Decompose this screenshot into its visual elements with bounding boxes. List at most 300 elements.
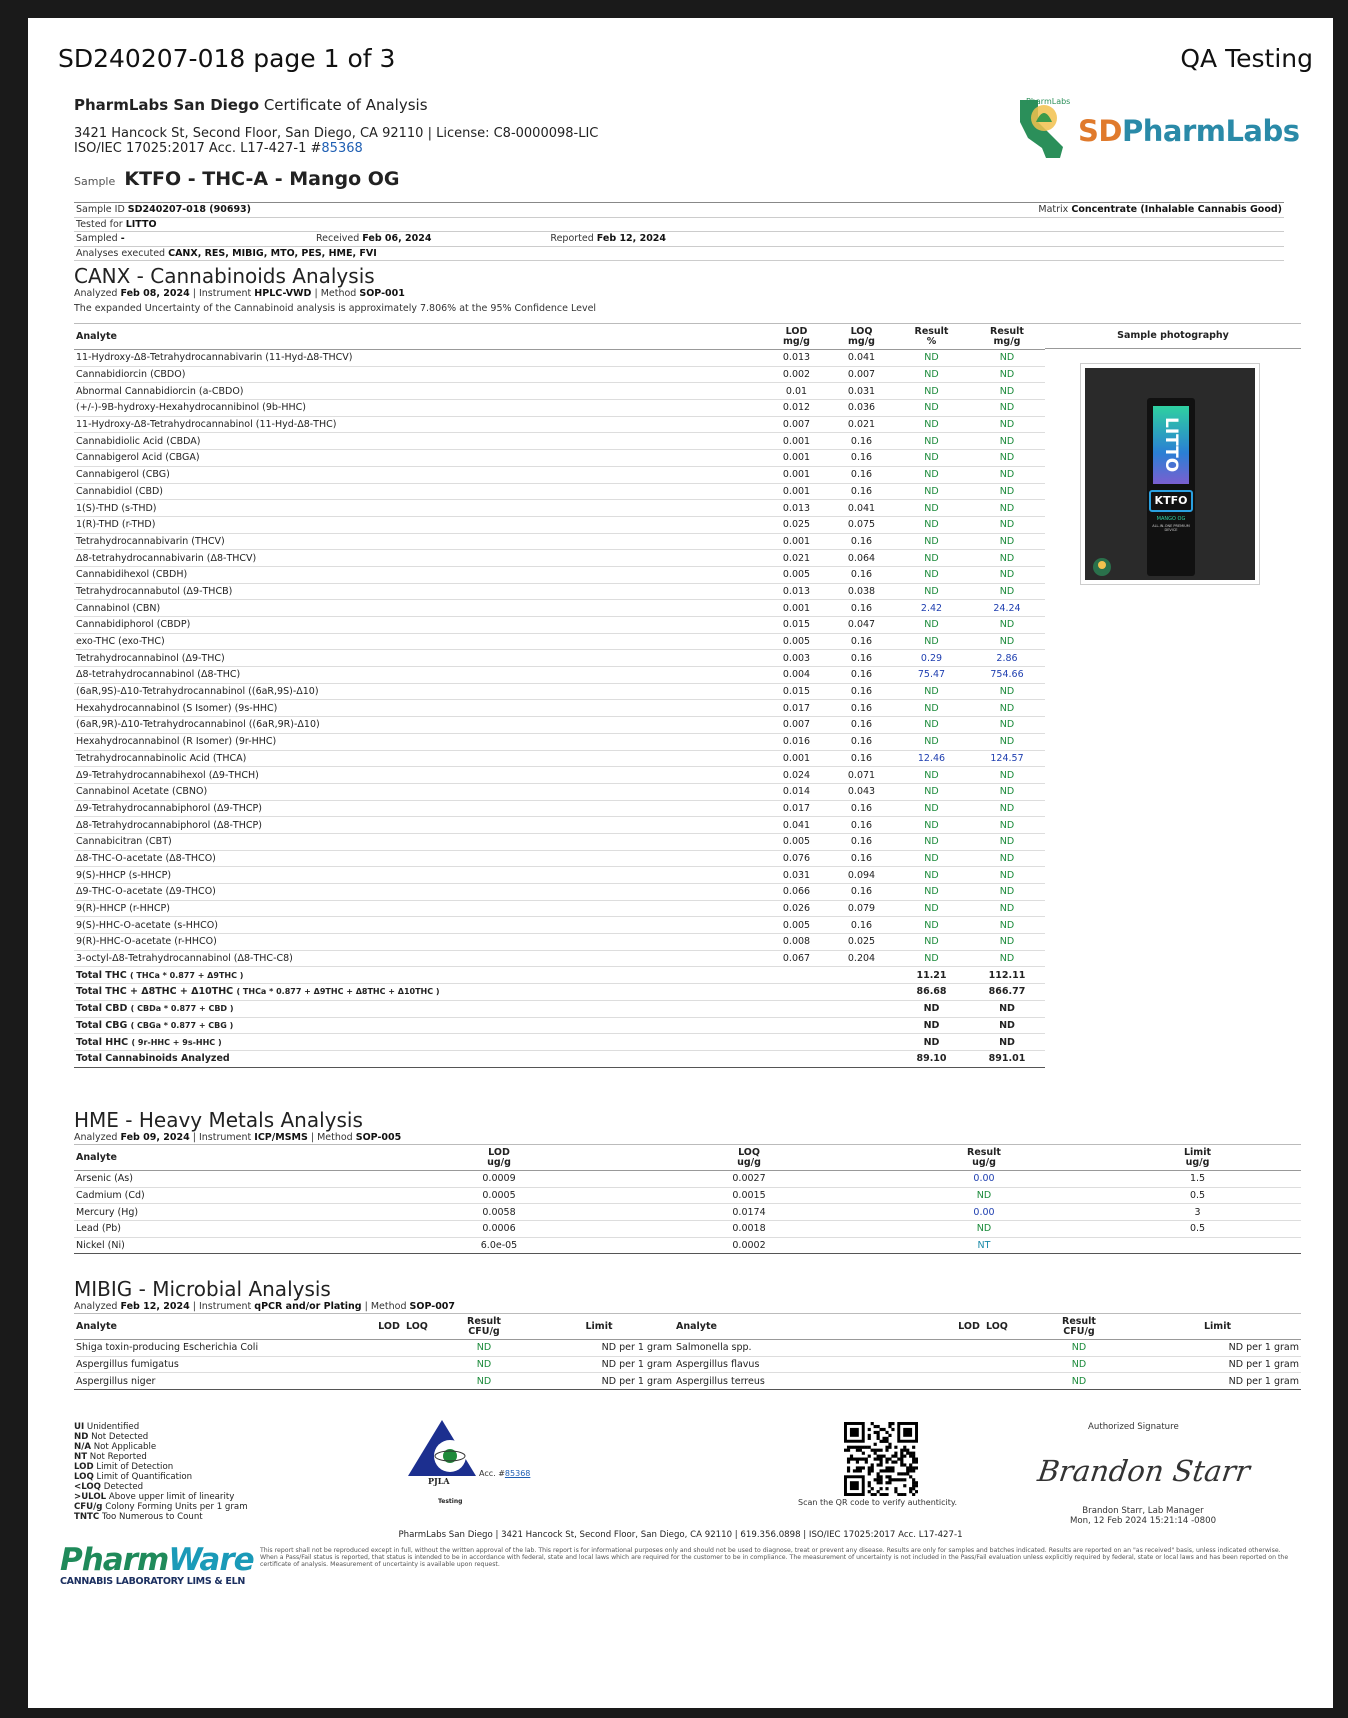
total-row	[74, 1050, 1045, 1067]
analyte-name: Hexahydrocannabinol (R Isomer) (9r-HHC)	[74, 733, 764, 750]
result-percent: ND	[894, 717, 969, 734]
metal-loq: 0.0174	[624, 1204, 874, 1221]
result-percent: ND	[894, 533, 969, 550]
result-percent: ND	[894, 500, 969, 517]
cannabinoid-row	[74, 900, 1045, 917]
col-lod: LOD mg/g	[764, 324, 829, 350]
result-mg: ND	[969, 800, 1045, 817]
total-label: Total CBG ( CBGa * 0.877 + CBG )	[74, 1017, 894, 1034]
metal-limit: 0.5	[1094, 1221, 1301, 1238]
cannabinoid-row	[74, 383, 1045, 400]
loq-value: 0.16	[829, 817, 894, 834]
cannabinoid-row	[74, 500, 1045, 517]
metal-limit: 1.5	[1094, 1171, 1301, 1188]
metal-loq: 0.0027	[624, 1171, 874, 1188]
mibig-col-lod-left: LOD	[374, 1314, 404, 1340]
result-mg: ND	[969, 450, 1045, 467]
pjla-logo-icon	[406, 1418, 478, 1486]
analyte-name: Cannabigerol (CBG)	[74, 466, 764, 483]
result-percent: ND	[894, 633, 969, 650]
hme-section-header	[74, 1108, 401, 1143]
result-mg: ND	[969, 400, 1045, 417]
lab-name: PharmLabs San Diego	[74, 96, 260, 114]
lod-value: 0.076	[764, 850, 829, 867]
product-brand: LITTO	[1153, 406, 1189, 484]
metal-lod: 0.0005	[374, 1187, 624, 1204]
product-flavor: MANGO OG	[1156, 516, 1186, 522]
lod-value: 0.001	[764, 750, 829, 767]
analyte-name: 11-Hydroxy-Δ8-Tetrahydrocannabivarin (11-Hyd-Δ8-THCV)	[74, 350, 764, 367]
lod-value: 0.007	[764, 416, 829, 433]
result-mg: ND	[969, 683, 1045, 700]
result-mg: ND	[969, 917, 1045, 934]
cannabinoid-row	[74, 566, 1045, 583]
microbe-name: Aspergillus fumigatus	[74, 1356, 374, 1373]
total-row	[74, 984, 1045, 1001]
cannabinoid-row	[74, 600, 1045, 617]
cannabinoid-row	[74, 633, 1045, 650]
loq-value: 0.16	[829, 566, 894, 583]
analyte-name: Δ8-tetrahydrocannabivarin (Δ8-THCV)	[74, 550, 764, 567]
loq-value: 0.16	[829, 667, 894, 684]
metal-row	[74, 1221, 1301, 1238]
footer-disclaimer: This report shall not be reproduced except in full, without the written approval of the lab. This report is for informational purposes only and should not be used to diagnose, treat or prevent any disease. Results are only for samples and batches indicated. Results are reported on an "as received" basis, unless indicated otherwise. When a Pass/Fail status is reported, that status is intended to be in accordance with federal, state and local laws which are required for the customer to be in compliance. The measurement of uncertainty is not included in the Pass/Fail evaluation unless explicitly required by federal, state or local laws and has been reported on the certificate of analysis. Measurement of uncertainty is available upon request.	[260, 1547, 1289, 1568]
cannabinoid-row	[74, 884, 1045, 901]
loq-value: 0.16	[829, 450, 894, 467]
cannabinoid-row	[74, 683, 1045, 700]
matrix: Concentrate (Inhalable Cannabis Good)	[1071, 204, 1282, 216]
analyte-name: Cannabidihexol (CBDH)	[74, 566, 764, 583]
result-percent: 0.29	[894, 650, 969, 667]
pjla-acc-link[interactable]: 85368	[504, 1469, 531, 1478]
metal-row	[74, 1204, 1301, 1221]
cannabinoid-row	[74, 533, 1045, 550]
loq-value: 0.16	[829, 466, 894, 483]
lod-value: 0.005	[764, 917, 829, 934]
result-mg: 24.24	[969, 600, 1045, 617]
sample-id: SD240207-018 (90693)	[127, 204, 251, 216]
pharmware-name-a: Pharm	[60, 1542, 169, 1578]
lod-value: 0.001	[764, 533, 829, 550]
microbe-name: Shiga toxin-producing Escherichia Coli	[74, 1340, 374, 1357]
mibig-col-limit-right: Limit	[1134, 1314, 1301, 1340]
cannabinoid-row	[74, 550, 1045, 567]
loq-value: 0.031	[829, 383, 894, 400]
total-row	[74, 1017, 1045, 1034]
metal-result: ND	[874, 1187, 1094, 1204]
metal-lod: 0.0009	[374, 1171, 624, 1188]
loq-value: 0.16	[829, 433, 894, 450]
cannabinoid-row	[74, 483, 1045, 500]
logo-wordmark: SDPharmLabs	[1078, 114, 1300, 148]
result-percent: ND	[894, 700, 969, 717]
pharmware-name-b: Ware	[168, 1542, 254, 1578]
legend-item: TNTC Too Numerous to Count	[74, 1512, 203, 1522]
mibig-title: MIBIG - Microbial Analysis	[74, 1277, 331, 1301]
loq-value: 0.16	[829, 650, 894, 667]
result-mg: ND	[969, 767, 1045, 784]
legend-item: CFU/g Colony Forming Units per 1 gram	[74, 1502, 248, 1512]
total-percent: 89.10	[894, 1050, 969, 1067]
result-percent: ND	[894, 366, 969, 383]
loq-value: 0.16	[829, 733, 894, 750]
result-mg: ND	[969, 817, 1045, 834]
metal-name: Mercury (Hg)	[74, 1204, 374, 1221]
analyte-name: 9(S)-HHCP (s-HHCP)	[74, 867, 764, 884]
result-mg: ND	[969, 366, 1045, 383]
result-mg: ND	[969, 884, 1045, 901]
cannabinoid-row	[74, 934, 1045, 951]
watermark-logo-icon	[1091, 556, 1113, 578]
total-label: Total THC + Δ8THC + Δ10THC ( THCa * 0.877 + Δ9THC + Δ8THC + Δ10THC )	[74, 984, 894, 1001]
col-result-percent: Result %	[894, 324, 969, 350]
cannabinoid-row	[74, 583, 1045, 600]
result-mg: ND	[969, 934, 1045, 951]
analyte-name: 1(R)-THD (r-THD)	[74, 516, 764, 533]
result-mg: ND	[969, 416, 1045, 433]
result-percent: ND	[894, 900, 969, 917]
lod-value: 0.005	[764, 633, 829, 650]
result-percent: 2.42	[894, 600, 969, 617]
loq-value: 0.16	[829, 483, 894, 500]
analyte-name: Δ9-Tetrahydrocannabiphorol (Δ9-THCP)	[74, 800, 764, 817]
microbe-limit: ND per 1 gram	[1134, 1373, 1301, 1390]
result-percent: ND	[894, 583, 969, 600]
lod-value: 0.066	[764, 884, 829, 901]
canx-section-header	[74, 264, 596, 314]
total-formula: ( THCa * 0.877 + Δ9THC )	[129, 970, 244, 980]
hme-col-lod: LOD ug/g	[374, 1145, 624, 1171]
cannabinoid-row	[74, 617, 1045, 634]
legend-item: LOD Limit of Detection	[74, 1462, 174, 1472]
total-percent: ND	[894, 1017, 969, 1034]
cannabinoid-row	[74, 800, 1045, 817]
result-mg: ND	[969, 717, 1045, 734]
analyte-name: Cannabidiol (CBD)	[74, 483, 764, 500]
lab-iso-line: ISO/IEC 17025:2017 Acc. L17-427-1 #85368	[74, 141, 363, 156]
canx-uncertainty: The expanded Uncertainty of the Cannabinoid analysis is approximately 7.806% at the 95% Confidence Level	[74, 303, 597, 314]
lod-value: 0.001	[764, 450, 829, 467]
sample-title	[74, 168, 400, 190]
microbe-name: Aspergillus terreus	[674, 1373, 954, 1390]
analyte-name: Cannabidiorcin (CBDO)	[74, 366, 764, 383]
total-percent: 11.21	[894, 967, 969, 984]
metal-name: Nickel (Ni)	[74, 1237, 374, 1254]
canx-analysis-info: Analyzed Feb 08, 2024 | Instrument HPLC-VWD | Method SOP-001	[74, 288, 405, 299]
certificate-title: Certificate of Analysis	[263, 96, 428, 114]
result-mg: ND	[969, 383, 1045, 400]
analyte-name: Cannabicitran (CBT)	[74, 833, 764, 850]
result-mg: ND	[969, 566, 1045, 583]
result-percent: ND	[894, 683, 969, 700]
cannabinoid-row	[74, 350, 1045, 367]
cannabinoid-row	[74, 466, 1045, 483]
lod-value: 0.024	[764, 767, 829, 784]
total-formula: ( 9r-HHC + 9s-HHC )	[131, 1037, 222, 1047]
cannabinoid-row	[74, 717, 1045, 734]
metal-row	[74, 1171, 1301, 1188]
cannabinoid-row	[74, 400, 1045, 417]
metal-result: NT	[874, 1237, 1094, 1254]
lod-value: 0.01	[764, 383, 829, 400]
result-mg: ND	[969, 633, 1045, 650]
loq-value: 0.079	[829, 900, 894, 917]
analyte-name: Δ9-Tetrahydrocannabihexol (Δ9-THCH)	[74, 767, 764, 784]
coa-page	[28, 18, 1333, 1708]
reported-date: Feb 12, 2024	[596, 233, 667, 245]
total-label: Total THC ( THCa * 0.877 + Δ9THC )	[74, 967, 894, 984]
analyte-name: Tetrahydrocannabutol (Δ9-THCB)	[74, 583, 764, 600]
result-mg: ND	[969, 466, 1045, 483]
signature-script: Brandon Starr	[1035, 1454, 1252, 1488]
analyte-name: Cannabigerol Acid (CBGA)	[74, 450, 764, 467]
microbe-result: ND	[444, 1340, 524, 1357]
lod-value: 0.017	[764, 800, 829, 817]
analyte-name: 3-octyl-Δ8-Tetrahydrocannabinol (Δ8-THC-C8)	[74, 950, 764, 967]
analyte-name: Tetrahydrocannabinolic Acid (THCA)	[74, 750, 764, 767]
microbe-limit: ND per 1 gram	[1134, 1340, 1301, 1357]
lod-value: 0.003	[764, 650, 829, 667]
result-percent: ND	[894, 483, 969, 500]
analyte-name: Cannabidiphorol (CBDP)	[74, 617, 764, 634]
result-percent: ND	[894, 833, 969, 850]
california-map-icon	[1008, 92, 1078, 164]
hme-col-loq: LOQ ug/g	[624, 1145, 874, 1171]
loq-value: 0.041	[829, 350, 894, 367]
result-mg: ND	[969, 617, 1045, 634]
cannabinoid-row	[74, 917, 1045, 934]
analyte-name: Δ9-THC-O-acetate (Δ9-THCO)	[74, 884, 764, 901]
cannabinoid-row	[74, 450, 1045, 467]
microbe-limit: ND per 1 gram	[1134, 1356, 1301, 1373]
cannabinoid-row	[74, 366, 1045, 383]
result-percent: ND	[894, 383, 969, 400]
lod-value: 0.013	[764, 500, 829, 517]
metal-loq: 0.0018	[624, 1221, 874, 1238]
result-mg: ND	[969, 350, 1045, 367]
result-percent: ND	[894, 884, 969, 901]
lod-value: 0.007	[764, 717, 829, 734]
lod-value: 0.026	[764, 900, 829, 917]
result-mg: ND	[969, 950, 1045, 967]
result-percent: ND	[894, 767, 969, 784]
signatory-name: Brandon Starr, Lab Manager	[1082, 1506, 1204, 1516]
col-loq: LOQ mg/g	[829, 324, 894, 350]
loq-value: 0.16	[829, 850, 894, 867]
total-percent: 86.68	[894, 984, 969, 1001]
cannabinoid-row	[74, 867, 1045, 884]
product-tagline: ALL-IN-ONE PREMIUM DEVICE	[1152, 524, 1190, 532]
result-mg: ND	[969, 583, 1045, 600]
total-mg: 866.77	[969, 984, 1045, 1001]
result-percent: ND	[894, 733, 969, 750]
total-mg: 891.01	[969, 1050, 1045, 1067]
lod-value: 0.015	[764, 683, 829, 700]
tested-for: LITTO	[125, 218, 157, 230]
metal-limit: 3	[1094, 1204, 1301, 1221]
lod-value: 0.025	[764, 516, 829, 533]
result-mg: ND	[969, 433, 1045, 450]
lod-value: 0.013	[764, 350, 829, 367]
loq-value: 0.041	[829, 500, 894, 517]
microbial-table	[74, 1313, 1301, 1390]
pjla-name: PJLA	[428, 1476, 450, 1486]
result-mg: ND	[969, 550, 1045, 567]
analyte-name: Tetrahydrocannabivarin (THCV)	[74, 533, 764, 550]
lod-value: 0.001	[764, 483, 829, 500]
sample-name: KTFO - THC-A - Mango OG	[124, 168, 400, 190]
lod-value: 0.001	[764, 433, 829, 450]
metal-result: 0.00	[874, 1171, 1094, 1188]
result-mg: ND	[969, 900, 1045, 917]
loq-value: 0.021	[829, 416, 894, 433]
cannabinoid-row	[74, 667, 1045, 684]
result-percent: ND	[894, 917, 969, 934]
loq-value: 0.047	[829, 617, 894, 634]
loq-value: 0.038	[829, 583, 894, 600]
lod-value: 0.067	[764, 950, 829, 967]
lab-address-line: 3421 Hancock St, Second Floor, San Diego, CA 92110 | License: C8-0000098-LIC	[74, 126, 599, 141]
metal-lod: 0.0006	[374, 1221, 624, 1238]
total-label: Total HHC ( 9r-HHC + 9s-HHC )	[74, 1034, 894, 1051]
mibig-col-result-right: Result CFU/g	[1024, 1314, 1134, 1340]
result-mg: ND	[969, 733, 1045, 750]
loq-value: 0.16	[829, 833, 894, 850]
metal-lod: 6.0e-05	[374, 1237, 624, 1254]
mibig-col-lod-right: LOD	[954, 1314, 984, 1340]
cannabinoid-row	[74, 833, 1045, 850]
analyte-name: Cannabidiolic Acid (CBDA)	[74, 433, 764, 450]
pjla-sub: Testing	[438, 1498, 463, 1505]
analyte-name: 9(R)-HHC-O-acetate (r-HHCO)	[74, 934, 764, 951]
analyte-name: 9(R)-HHCP (r-HHCP)	[74, 900, 764, 917]
lod-value: 0.021	[764, 550, 829, 567]
result-percent: ND	[894, 783, 969, 800]
mibig-col-loq-right: LOQ	[984, 1314, 1024, 1340]
received-date: Feb 06, 2024	[362, 233, 432, 245]
microbial-row	[74, 1356, 1301, 1373]
analyte-name: exo-THC (exo-THC)	[74, 633, 764, 650]
microbial-row	[74, 1340, 1301, 1357]
cannabinoid-row	[74, 433, 1045, 450]
result-percent: ND	[894, 416, 969, 433]
metal-row	[74, 1237, 1301, 1254]
result-percent: 75.47	[894, 667, 969, 684]
sample-meta-table: Sample ID SD240207-018 (90693) Matrix Concentrate (Inhalable Cannabis Good) Tested for LITTO Sampled - Received Feb 06, 2024 Reported Feb 12, 2024 Analyses executed CANX, RES, MIBIG, MTO, PES, HME, FVI	[76, 204, 1282, 259]
result-percent: ND	[894, 867, 969, 884]
loq-value: 0.204	[829, 950, 894, 967]
loq-value: 0.16	[829, 683, 894, 700]
result-mg: ND	[969, 833, 1045, 850]
result-mg: ND	[969, 516, 1045, 533]
iso-accreditation-link[interactable]: 85368	[321, 141, 363, 156]
loq-value: 0.16	[829, 533, 894, 550]
result-mg: ND	[969, 533, 1045, 550]
result-percent: ND	[894, 550, 969, 567]
loq-value: 0.071	[829, 767, 894, 784]
mibig-col-analyte-left: Analyte	[74, 1314, 374, 1340]
result-mg: ND	[969, 850, 1045, 867]
cannabinoid-row	[74, 516, 1045, 533]
result-percent: 12.46	[894, 750, 969, 767]
total-row	[74, 1034, 1045, 1051]
analyses-executed: CANX, RES, MIBIG, MTO, PES, HME, FVI	[168, 247, 377, 259]
metal-result: 0.00	[874, 1204, 1094, 1221]
lod-value: 0.013	[764, 583, 829, 600]
cannabinoid-row	[74, 950, 1045, 967]
total-row	[74, 967, 1045, 984]
cannabinoid-row	[74, 733, 1045, 750]
analyte-name: 11-Hydroxy-Δ8-Tetrahydrocannabinol (11-Hyd-Δ8-THC)	[74, 416, 764, 433]
sample-label: Sample	[74, 175, 116, 188]
hme-col-limit: Limit ug/g	[1094, 1145, 1301, 1171]
lod-value: 0.041	[764, 817, 829, 834]
loq-value: 0.16	[829, 717, 894, 734]
metal-limit: 0.5	[1094, 1187, 1301, 1204]
cannabinoid-row	[74, 750, 1045, 767]
signature-block	[1053, 1506, 1233, 1526]
verification-qr-code[interactable]	[844, 1422, 918, 1496]
microbe-name: Aspergillus niger	[74, 1373, 374, 1390]
result-percent: ND	[894, 850, 969, 867]
metal-loq: 0.0015	[624, 1187, 874, 1204]
total-percent: ND	[894, 1034, 969, 1051]
legend-item: <LOQ Detected	[74, 1482, 144, 1492]
lod-value: 0.008	[764, 934, 829, 951]
result-mg: 124.57	[969, 750, 1045, 767]
loq-value: 0.16	[829, 884, 894, 901]
metal-result: ND	[874, 1221, 1094, 1238]
mibig-col-loq-left: LOQ	[404, 1314, 444, 1340]
result-mg: ND	[969, 867, 1045, 884]
lod-value: 0.001	[764, 466, 829, 483]
canx-title: CANX - Cannabinoids Analysis	[74, 264, 375, 288]
lod-value: 0.005	[764, 833, 829, 850]
sampled-date: -	[120, 233, 125, 245]
document-type: QA Testing	[1180, 44, 1313, 73]
lod-value: 0.004	[764, 667, 829, 684]
hme-col-result: Result ug/g	[874, 1145, 1094, 1171]
legend-item: >ULOL Above upper limit of linearity	[74, 1492, 235, 1502]
microbial-row	[74, 1373, 1301, 1390]
total-label: Total Cannabinoids Analyzed	[74, 1050, 894, 1067]
result-mg: ND	[969, 783, 1045, 800]
cannabinoid-row	[74, 817, 1045, 834]
analyte-name: Cannabinol Acetate (CBNO)	[74, 783, 764, 800]
mibig-section-header	[74, 1277, 455, 1312]
qr-caption: Scan the QR code to verify authenticity.	[798, 1498, 958, 1507]
microbe-result: ND	[1024, 1373, 1134, 1390]
result-percent: ND	[894, 450, 969, 467]
legend-item: ND Not Detected	[74, 1432, 149, 1442]
analyte-name: Tetrahydrocannabinol (Δ9-THC)	[74, 650, 764, 667]
mibig-col-result-left: Result CFU/g	[444, 1314, 524, 1340]
cannabinoid-row	[74, 783, 1045, 800]
lod-value: 0.014	[764, 783, 829, 800]
analyte-name: Hexahydrocannabinol (S Isomer) (9s-HHC)	[74, 700, 764, 717]
total-mg: ND	[969, 1034, 1045, 1051]
metal-name: Arsenic (As)	[74, 1171, 374, 1188]
analyte-name: Δ8-tetrahydrocannabinol (Δ8-THC)	[74, 667, 764, 684]
loq-value: 0.043	[829, 783, 894, 800]
footer-address: PharmLabs San Diego | 3421 Hancock St, Second Floor, San Diego, CA 92110 | 619.356.0898 | ISO/IEC 17025:2017 Acc. L17-427-1	[398, 1530, 963, 1540]
metal-row	[74, 1187, 1301, 1204]
microbe-limit: ND per 1 gram	[524, 1340, 674, 1357]
result-mg: 754.66	[969, 667, 1045, 684]
total-label: Total CBD ( CBDa * 0.877 + CBD )	[74, 1000, 894, 1017]
analyte-name: Δ8-THC-O-acetate (Δ8-THCO)	[74, 850, 764, 867]
loq-value: 0.036	[829, 400, 894, 417]
